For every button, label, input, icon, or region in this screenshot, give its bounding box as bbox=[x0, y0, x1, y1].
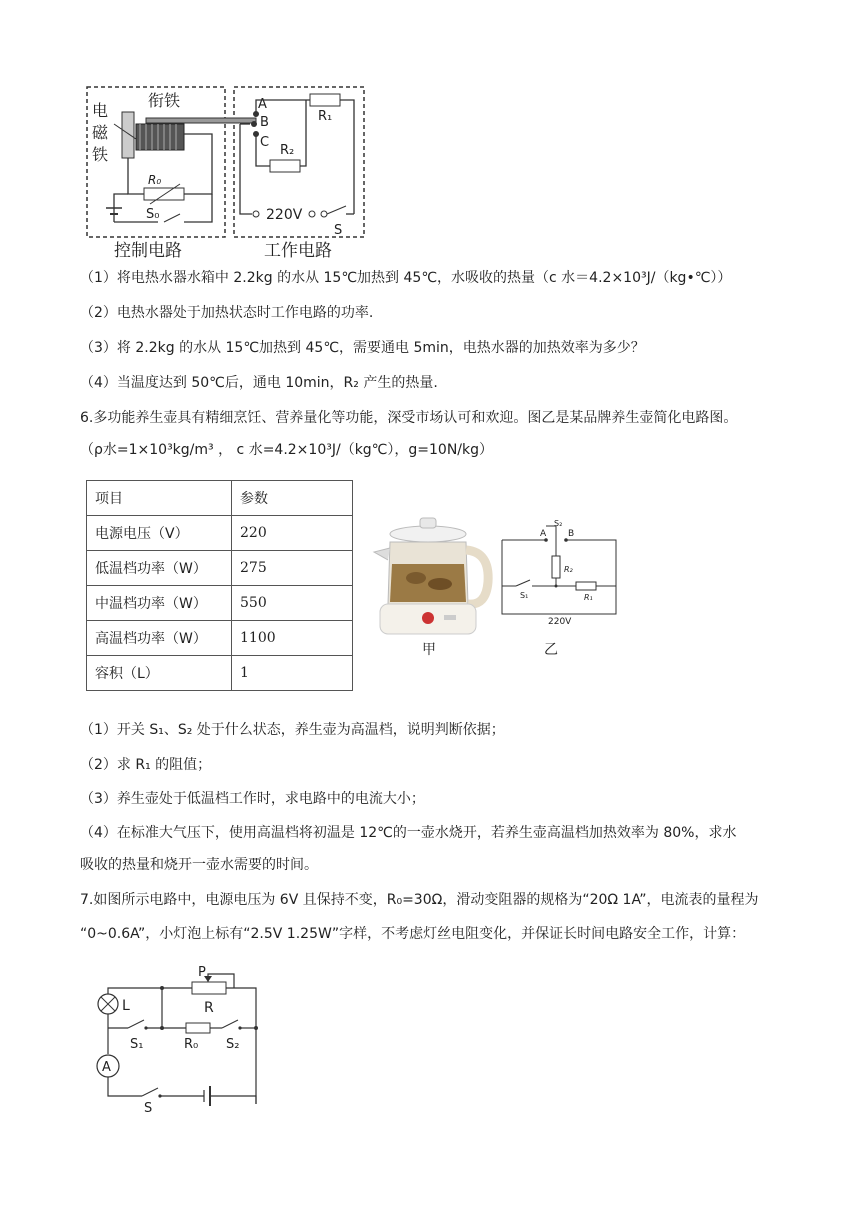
b-label: B bbox=[260, 115, 269, 130]
q6-intro: 6.多功能养生壶具有精细烹饪、营养量化等功能，深受市场认可和欢迎。图乙是某品牌养生壶简化电路图。 bbox=[80, 410, 738, 426]
c-label: C bbox=[260, 135, 270, 150]
s2-label: S₂ bbox=[226, 1037, 240, 1052]
control-circuit-caption: 控制电路 bbox=[114, 241, 182, 260]
s0-label: S₀ bbox=[146, 207, 160, 222]
yi-r1-label: R₁ bbox=[584, 593, 593, 602]
q6-part4-line2: 吸收的热量和烧开一壶水需要的时间。 bbox=[80, 857, 318, 873]
s1-label: S₁ bbox=[130, 1037, 144, 1052]
r0-label: R₀ bbox=[148, 173, 162, 187]
q6-part4-line1: （4）在标准大气压下，使用高温档将初温是 12℃的一壶水烧开，若养生壶高温档加热效率为 80%，求水 bbox=[80, 825, 737, 841]
table-row: 电源电压（V） 220 bbox=[87, 516, 353, 551]
r0-label: R₀ bbox=[184, 1037, 199, 1052]
s-label: S bbox=[334, 223, 343, 238]
q6-part1: （1）开关 S₁、S₂ 处于什么状态，养生壶为高温档，说明判断依据； bbox=[80, 722, 505, 738]
kettle-circuit-diagram bbox=[496, 520, 622, 630]
kettle-spec-table bbox=[86, 480, 353, 691]
em-label-1: 电 bbox=[92, 101, 109, 120]
q6-part2: （2）求 R₁ 的阻值； bbox=[80, 757, 212, 773]
q5-part2: （2）电热水器处于加热状态时工作电路的功率. bbox=[80, 305, 374, 321]
q6-constants: （ρ水=1×10³kg/m³ ， c 水=4.2×10³J/（kg℃），g=10N/kg） bbox=[80, 442, 494, 458]
yi-s2-label: S₂ bbox=[554, 520, 563, 528]
a-label: A bbox=[258, 97, 267, 112]
fig-jia-caption: 甲 bbox=[422, 642, 436, 658]
table-row: 中温档功率（W） 550 bbox=[87, 586, 353, 621]
table-row: 项目 参数 bbox=[87, 481, 353, 516]
table-row: 低温档功率（W） 275 bbox=[87, 551, 353, 586]
relay-circuit-figure bbox=[84, 84, 374, 260]
q7-circuit-diagram bbox=[86, 966, 270, 1116]
yi-b-label: B bbox=[568, 529, 575, 539]
ammeter-label: A bbox=[102, 1060, 111, 1075]
yi-r2-label: R₂ bbox=[564, 565, 573, 574]
r2-label: R₂ bbox=[280, 143, 295, 158]
q5-part3: （3）将 2.2kg 的水从 15℃加热到 45℃，需要通电 5min，电热水器的加热效率为多少？ bbox=[80, 340, 645, 356]
r1-label: R₁ bbox=[318, 109, 333, 124]
p-label: P bbox=[198, 966, 206, 980]
r-label: R bbox=[204, 1000, 214, 1016]
s-label: S bbox=[144, 1101, 153, 1116]
q5-part4: （4）当温度达到 50℃后，通电 10min，R₂ 产生的热量. bbox=[80, 375, 438, 391]
yi-220v-label: 220V bbox=[548, 617, 572, 627]
yi-s1-label: S₁ bbox=[520, 591, 529, 600]
yi-a-label: A bbox=[540, 529, 547, 539]
table-row: 高温档功率（W） 1100 bbox=[87, 621, 353, 656]
armature-label: 衔铁 bbox=[148, 91, 181, 110]
q5-part1: （1）将电热水器水箱中 2.2kg 的水从 15℃加热到 45℃，水吸收的热量（c 水＝4.2×10³J/（kg•℃）） bbox=[80, 270, 732, 286]
v220-label: 220V bbox=[266, 207, 303, 223]
q7-line1: 7.如图所示电路中，电源电压为 6V 且保持不变，R₀=30Ω，滑动变阻器的规格为“20Ω 1A”，电流表的量程为 bbox=[80, 892, 759, 908]
fig-yi-caption: 乙 bbox=[544, 642, 558, 658]
em-label-3: 铁 bbox=[92, 145, 109, 164]
q7-line2: “0~0.6A”，小灯泡上标有“2.5V 1.25W”字样，不考虑灯丝电阻变化，并保证长时间电路安全工作，计算： bbox=[80, 926, 746, 942]
q6-part3: （3）养生壶处于低温档工作时，求电路中的电流大小； bbox=[80, 791, 425, 807]
work-circuit-caption: 工作电路 bbox=[264, 241, 332, 260]
em-label-2: 磁 bbox=[92, 123, 109, 142]
l-label: L bbox=[122, 998, 130, 1014]
table-row: 容积（L） 1 bbox=[87, 656, 353, 691]
